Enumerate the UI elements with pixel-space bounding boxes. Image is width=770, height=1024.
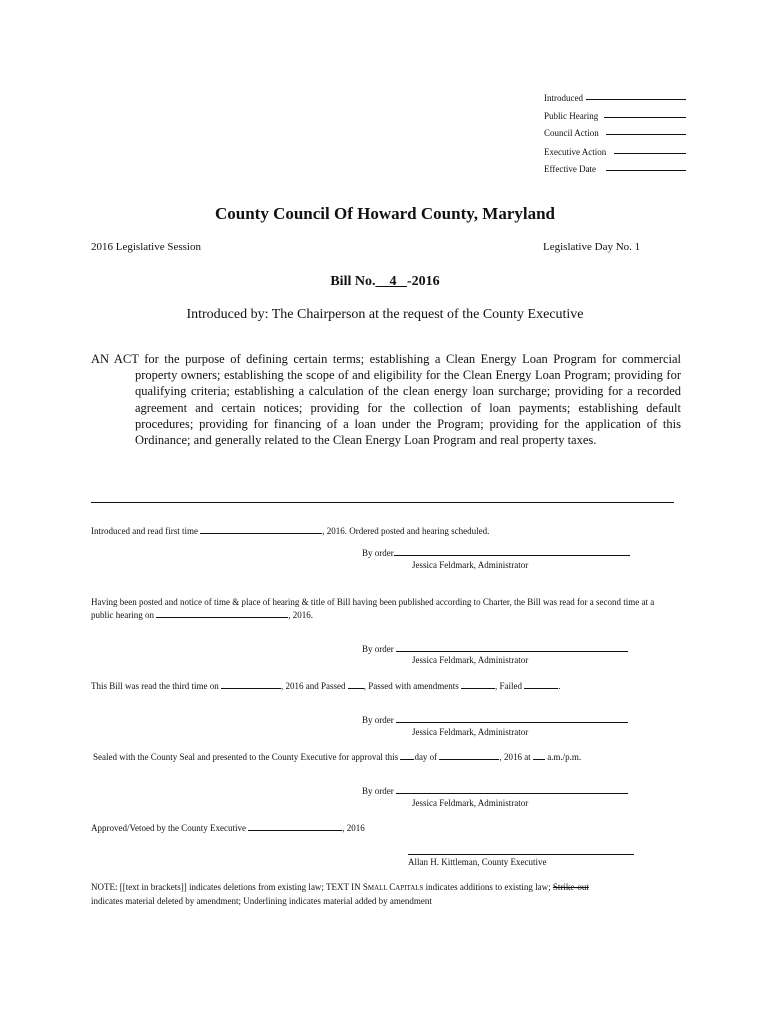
- page-title: County Council Of Howard County, Maryland: [214, 204, 556, 223]
- bill-prefix: Bill No.: [330, 274, 376, 289]
- effective-date-row: [544, 164, 686, 176]
- note: NOTE: [[text in brackets]] indicates deletions from existing law; TEXT IN SMALL CAPITALS indicates additions to existing law; Strike-out indicates material deleted by amendment; Underlining indicates material added by amendment: [91, 882, 589, 906]
- executive-action-label: Executive Action: [544, 147, 607, 157]
- legislative-session: 2016 Legislative Session: [91, 241, 201, 253]
- signature-blank-1: [394, 547, 630, 556]
- by-order-1: By order: [362, 547, 630, 558]
- signature-blank-3: [396, 714, 628, 723]
- bill-number-line: [0, 274, 770, 290]
- executive-action-line: [614, 153, 686, 154]
- executive-signature-line: [408, 854, 634, 855]
- legislative-day: Legislative Day No. 1: [543, 241, 641, 253]
- strike-out-example: Strike-out: [552, 882, 589, 892]
- divider: [91, 502, 674, 503]
- second-reading: Having been posted and notice of time & place of hearing & title of Bill having been published according to Charter, the Bill was read for a second time at a public hearing on , 2016.: [91, 597, 655, 620]
- signature-blank-4: [396, 785, 628, 794]
- second-reading-date-blank: [156, 608, 288, 618]
- approved-vetoed: Approved/Vetoed by the County Executive , 2016: [91, 823, 365, 833]
- first-reading-date-blank: [200, 524, 322, 534]
- signature-blank-2: [396, 643, 628, 652]
- third-reading: This Bill was read the third time on , 2016 and Passed , Passed with amendments , Failed .: [91, 681, 561, 691]
- introduced-label: Introduced: [544, 93, 583, 103]
- first-reading: Introduced and read first time , 2016. Ordered posted and hearing scheduled.: [91, 526, 490, 536]
- council-action-line: [606, 134, 686, 135]
- by-order-3: By order: [362, 714, 628, 725]
- administrator-1: Jessica Feldmark, Administrator: [412, 560, 529, 570]
- public-hearing-row: [544, 111, 686, 123]
- effective-date-label: Effective Date: [544, 164, 597, 174]
- council-action-row: [544, 128, 686, 140]
- bill-number: 4: [389, 274, 397, 289]
- effective-date-line: [606, 170, 686, 171]
- county-executive-name: Allan H. Kittleman, County Executive: [408, 857, 547, 867]
- introduced-by: Introduced by: The Chairperson at the request of the County Executive: [186, 307, 584, 322]
- administrator-2: Jessica Feldmark, Administrator: [412, 655, 529, 665]
- executive-action-row: [544, 147, 686, 159]
- bill-suffix: -2016: [406, 274, 440, 289]
- by-order-2: By order: [362, 643, 628, 654]
- act-text: AN ACT for the purpose of defining certain terms; establishing a Clean Energy Loan Program for commercial property owners; establishing the scope of and eligibility for the Clean Energy Loan Program; providing for qualifying criteria; establishing a calculation of the clean energy loan surcharge; providing for a recorded agreement and certain notices; providing for the collection of loan payments; establishing default procedures; providing for financing of a loan under the Program; providing for the application of this Ordinance; and generally related to the Clean Energy Loan Program and real property taxes.: [91, 352, 681, 448]
- introduced-line: [586, 99, 686, 100]
- council-action-label: Council Action: [544, 128, 599, 138]
- administrator-3: Jessica Feldmark, Administrator: [412, 727, 529, 737]
- public-hearing-line: [604, 117, 686, 118]
- introduced-row: [544, 93, 686, 105]
- public-hearing-label: Public Hearing: [544, 111, 599, 121]
- sealed-record: Sealed with the County Seal and presented to the County Executive for approval this day of , 2016 at a.m./p.m.: [93, 752, 582, 762]
- by-order-4: By order: [362, 785, 628, 796]
- administrator-4: Jessica Feldmark, Administrator: [412, 798, 529, 808]
